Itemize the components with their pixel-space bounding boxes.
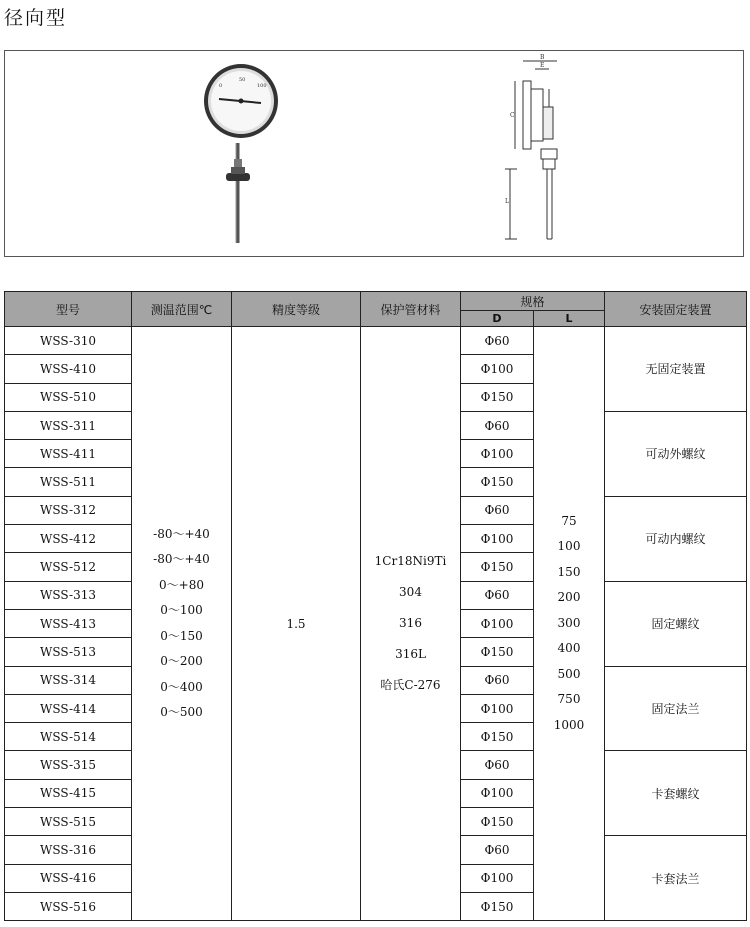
material-value: 304 xyxy=(399,585,422,600)
material-value: 316L xyxy=(395,647,426,662)
header-spec: 规格 xyxy=(461,292,605,311)
range-value: 0～100 xyxy=(160,603,203,618)
header-range: 测温范围℃ xyxy=(132,292,232,327)
dim-label-b: B xyxy=(540,54,545,61)
header-accuracy: 精度等级 xyxy=(232,292,361,327)
range-value: -80～+40 xyxy=(153,526,210,541)
cell-d: Φ150 xyxy=(461,723,534,751)
cell-model: WSS-315 xyxy=(5,751,132,779)
range-value: 0～150 xyxy=(160,628,203,643)
cell-l-list xyxy=(534,327,605,921)
l-value: 750 xyxy=(557,692,581,707)
cell-model: WSS-310 xyxy=(5,327,132,355)
cell-d: Φ60 xyxy=(461,836,534,864)
range-value: 0～200 xyxy=(160,654,203,669)
cell-model: WSS-311 xyxy=(5,411,132,439)
cell-d: Φ100 xyxy=(461,864,534,892)
cell-model: WSS-410 xyxy=(5,355,132,383)
cell-model: WSS-412 xyxy=(5,525,132,553)
thermometer-photo xyxy=(204,64,278,243)
cell-model: WSS-510 xyxy=(5,383,132,411)
cell-d: Φ100 xyxy=(461,525,534,553)
header-d: D xyxy=(461,311,534,327)
l-value: 200 xyxy=(557,590,581,605)
range-value: 0～500 xyxy=(160,705,203,720)
cell-model: WSS-416 xyxy=(5,864,132,892)
cell-d: Φ60 xyxy=(461,411,534,439)
cell-d: Φ150 xyxy=(461,383,534,411)
dimension-drawing xyxy=(505,61,557,239)
spec-table-body xyxy=(5,327,747,921)
cell-model: WSS-316 xyxy=(5,836,132,864)
header-mount: 安装固定装置 xyxy=(605,292,747,327)
cell-model: WSS-312 xyxy=(5,496,132,524)
l-value: 1000 xyxy=(553,717,585,732)
material-value: 316 xyxy=(399,616,422,631)
l-value: 150 xyxy=(557,564,581,579)
header-model: 型号 xyxy=(5,292,132,327)
cell-model: WSS-515 xyxy=(5,808,132,836)
cell-model: WSS-514 xyxy=(5,723,132,751)
cell-model: WSS-314 xyxy=(5,666,132,694)
dim-label-c: C xyxy=(510,112,515,119)
l-value: 300 xyxy=(557,615,581,630)
cell-model: WSS-512 xyxy=(5,553,132,581)
cell-d: Φ60 xyxy=(461,751,534,779)
cell-range-list xyxy=(132,327,232,921)
cell-mount: 可动内螺纹 xyxy=(605,496,747,581)
cell-model: WSS-413 xyxy=(5,609,132,637)
dim-label-e: E xyxy=(540,62,545,69)
thermometer-illustration xyxy=(5,51,745,258)
header-l: L xyxy=(534,311,605,327)
table-row xyxy=(5,327,747,355)
cell-model: WSS-414 xyxy=(5,694,132,722)
cell-model: WSS-513 xyxy=(5,638,132,666)
cell-d: Φ60 xyxy=(461,666,534,694)
cell-model: WSS-511 xyxy=(5,468,132,496)
range-value: -80～+40 xyxy=(153,552,210,567)
l-value: 100 xyxy=(557,539,581,554)
cell-d: Φ60 xyxy=(461,581,534,609)
range-value: 0～400 xyxy=(160,679,203,694)
product-figure xyxy=(4,50,744,257)
l-value: 500 xyxy=(557,666,581,681)
l-value: 400 xyxy=(557,641,581,656)
cell-d: Φ60 xyxy=(461,327,534,355)
svg-text:100: 100 xyxy=(257,83,267,89)
cell-model: WSS-516 xyxy=(5,892,132,920)
material-value: 1Cr18Ni9Ti xyxy=(374,554,447,569)
page-title: 径向型 xyxy=(4,7,68,29)
cell-d: Φ100 xyxy=(461,355,534,383)
cell-mount: 卡套法兰 xyxy=(605,836,747,921)
cell-d: Φ150 xyxy=(461,638,534,666)
cell-accuracy: 1.5 xyxy=(232,327,361,921)
cell-mount: 可动外螺纹 xyxy=(605,411,747,496)
cell-d: Φ100 xyxy=(461,694,534,722)
cell-mount: 固定螺纹 xyxy=(605,581,747,666)
dim-label-l: L xyxy=(505,198,509,205)
cell-d: Φ150 xyxy=(461,468,534,496)
cell-model: WSS-415 xyxy=(5,779,132,807)
cell-mount: 卡套螺纹 xyxy=(605,751,747,836)
cell-d: Φ60 xyxy=(461,496,534,524)
spec-table xyxy=(4,291,747,921)
cell-d: Φ150 xyxy=(461,808,534,836)
range-value: 0～+80 xyxy=(159,577,204,592)
cell-model: WSS-313 xyxy=(5,581,132,609)
cell-model: WSS-411 xyxy=(5,440,132,468)
cell-mount: 无固定装置 xyxy=(605,327,747,412)
material-value: 哈氏C-276 xyxy=(380,678,441,693)
cell-d: Φ150 xyxy=(461,892,534,920)
header-material: 保护管材料 xyxy=(361,292,461,327)
cell-d: Φ100 xyxy=(461,440,534,468)
cell-mount: 固定法兰 xyxy=(605,666,747,751)
svg-text:0: 0 xyxy=(219,83,223,89)
l-value: 75 xyxy=(561,513,577,528)
cell-d: Φ100 xyxy=(461,779,534,807)
cell-d: Φ100 xyxy=(461,609,534,637)
cell-d: Φ150 xyxy=(461,553,534,581)
cell-material-list xyxy=(361,327,461,921)
svg-text:50: 50 xyxy=(239,77,246,83)
